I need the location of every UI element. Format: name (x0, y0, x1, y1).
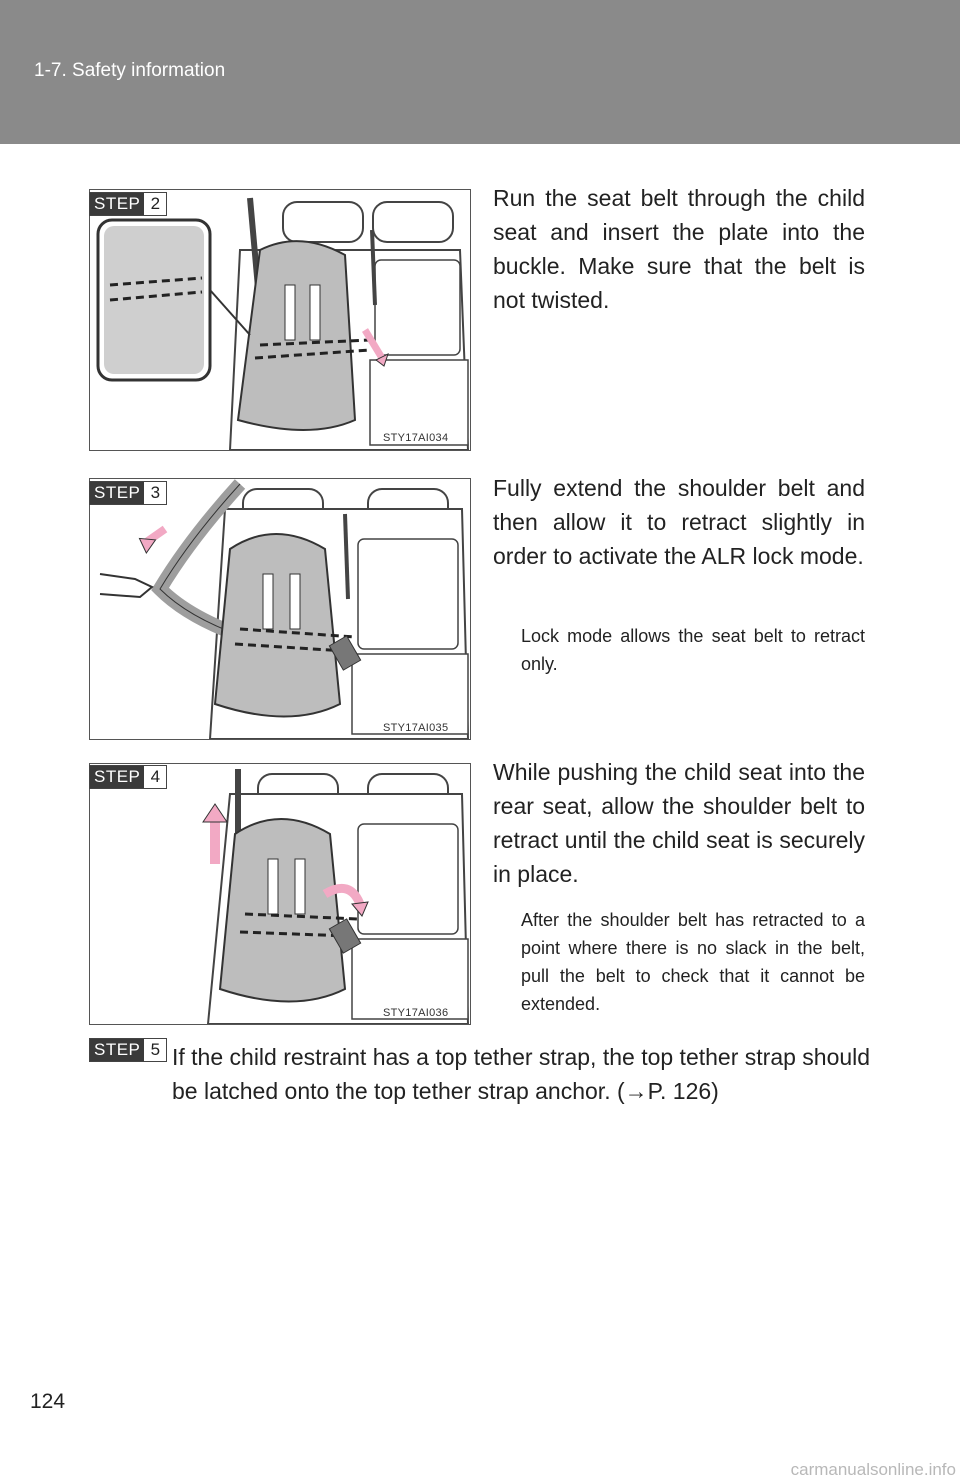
step-label: STEP (90, 1039, 144, 1061)
child-seat-illustration-step-2 (90, 190, 471, 451)
step-badge-3 (89, 481, 167, 505)
step-4-text: While pushing the child seat into the rear seat, allow the shoulder belt to retract until the child seat is securely in place. (493, 759, 865, 887)
step-2-text: Run the seat belt through the child seat and insert the plate into the buckle. Make sure that the belt is not twisted. (493, 185, 865, 313)
step-label: STEP (90, 193, 144, 215)
step-badge-4 (89, 765, 167, 789)
watermark: carmanualsonline.info (790, 1460, 956, 1479)
child-seat-illustration-step-4 (90, 764, 471, 1025)
page-number: 124 (30, 1390, 66, 1413)
figure-code-step-3: STY17AI035 (383, 722, 449, 734)
step-label: STEP (90, 482, 144, 504)
page-header (0, 0, 960, 144)
step-label: STEP (90, 766, 144, 788)
step-3-note: Lock mode allows the seat belt to retract only. (521, 626, 865, 674)
step-number: 2 (144, 193, 166, 215)
figure-step-2 (89, 189, 471, 451)
step-5-text: If the child restraint has a top tether strap, the top tether strap should be latched onto the top tether strap anchor. (→P. 126) (172, 1044, 871, 1104)
figure-step-4 (89, 763, 471, 1025)
step-number: 5 (144, 1039, 166, 1061)
child-seat-illustration-step-3 (90, 479, 471, 740)
step-4-note: After the shoulder belt has retracted to a point where there is no slack in the belt, pull the belt to check that it cannot be extended. (521, 910, 865, 1014)
step-badge-5 (89, 1038, 167, 1062)
section-title: 1-7. Safety information (34, 60, 226, 81)
step-number: 4 (144, 766, 166, 788)
figure-code-step-4: STY17AI036 (383, 1007, 449, 1019)
step-number: 3 (144, 482, 166, 504)
step-badge-2 (89, 192, 167, 216)
step-3-text: Fully extend the shoulder belt and then allow it to retract slightly in order to activate the ALR lock mode. (493, 475, 865, 569)
figure-step-3 (89, 478, 471, 740)
figure-code-step-2: STY17AI034 (383, 432, 449, 444)
